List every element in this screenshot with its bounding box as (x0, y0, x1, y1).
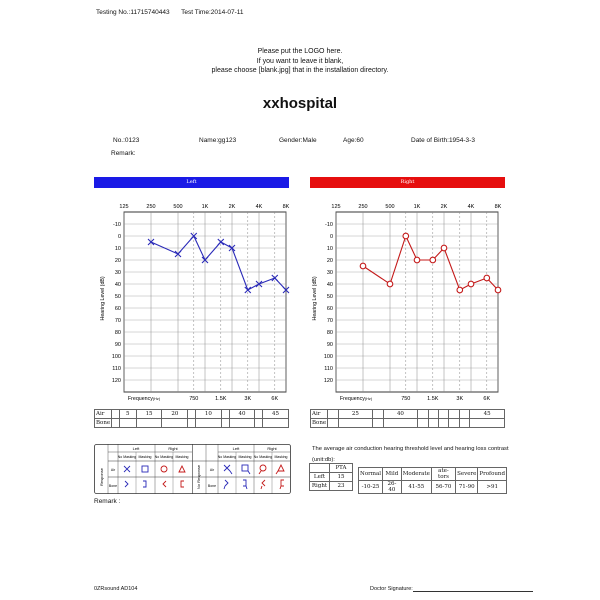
square-arrow-symbol-icon (242, 465, 250, 474)
patient-gender (279, 137, 317, 144)
threshold-unit: (unit:db): (312, 457, 335, 463)
category-cell: Profound (478, 468, 507, 481)
right-bone-cell (338, 419, 373, 428)
test-time-label: Test Time: (181, 9, 211, 16)
logo-placeholder (150, 47, 450, 76)
y-tick-label: 90 (326, 342, 333, 348)
x-symbol-icon (124, 466, 130, 472)
left-air-cell: 20 (162, 410, 188, 419)
bottom-tick-label: 750 (189, 396, 199, 402)
patient-name-value: gg123 (218, 137, 237, 144)
pta-row-label: Left (310, 473, 330, 482)
patient-gender-value: Male (302, 137, 317, 144)
right-bone-cell (428, 419, 438, 428)
top-tick-label: 250 (146, 204, 156, 210)
patient-age-label: Age: (343, 137, 357, 144)
left-bone-cell (119, 419, 136, 428)
right-air-cell (418, 410, 428, 419)
legend-left-2: Left (232, 446, 240, 451)
legend-air: Air (110, 468, 116, 472)
left-air-cell: 10 (196, 410, 222, 419)
logo-note-line2: If you want to leave it blank, (256, 57, 344, 65)
y-tick-label: 110 (324, 366, 333, 372)
patient-no (113, 137, 139, 144)
range-cell: 71-90 (456, 481, 478, 494)
test-time: 2014-07-11 (210, 9, 244, 16)
right-audiogram (306, 196, 506, 406)
top-tick-label: 4K (467, 204, 475, 210)
top-tick-label: 8K (282, 204, 290, 210)
legend-no-masking: No Masking (117, 455, 137, 459)
range-cell: 41-55 (401, 481, 431, 494)
y-tick-label: 100 (111, 354, 121, 360)
bottom-tick-label: 1.5K (215, 396, 227, 402)
left-air-cell: 5 (119, 410, 136, 419)
right-air-cell (449, 410, 459, 419)
legend-response: Response (99, 467, 104, 487)
left-bone-cell (188, 419, 196, 428)
legend-bone: Bone (108, 484, 118, 488)
pta-corner (310, 464, 330, 473)
left-bone-cell (162, 419, 188, 428)
y-tick-label: 90 (114, 342, 121, 348)
top-tick-label: 2K (440, 204, 448, 210)
signature-line[interactable] (413, 586, 533, 592)
right-bone-cell (459, 419, 469, 428)
top-tick-label: 4K (255, 204, 263, 210)
top-tick-label: 250 (358, 204, 368, 210)
range-row (359, 481, 507, 494)
right-air-cell: 25 (338, 410, 373, 419)
patient-age (343, 137, 364, 144)
left-bone-cell (263, 419, 289, 428)
y-tick-label: 30 (114, 270, 121, 276)
category-cell: Severe (456, 468, 478, 481)
y-tick-label: -10 (325, 222, 333, 228)
data-point-circle (403, 233, 409, 239)
category-cell: ate-tors (431, 468, 455, 481)
series-line (363, 236, 498, 290)
data-point-circle (430, 257, 436, 263)
y-tick-label: 40 (326, 282, 333, 288)
y-tick-label: 40 (114, 282, 121, 288)
patient-name (199, 137, 236, 144)
right-air-cell (439, 410, 449, 419)
pta-table (309, 463, 353, 491)
patient-dob-label: Date of Birth: (411, 137, 449, 144)
right-bone-row (311, 419, 505, 428)
patient-age-value: 60 (356, 137, 364, 144)
y-tick-label: -10 (113, 222, 121, 228)
y-axis-label: Hearing Level (dB) (312, 276, 318, 321)
data-point-circle (441, 245, 447, 251)
left-air-label: Air (95, 410, 112, 419)
y-tick-label: 80 (326, 330, 333, 336)
left-bone-cell (112, 419, 120, 428)
right-air-label: Air (311, 410, 328, 419)
patient-no-label: No.: (113, 137, 125, 144)
data-point-circle (360, 263, 366, 269)
bracket-square-arrow-right-icon (243, 480, 247, 489)
legend-no-masking: No Masking (253, 455, 273, 459)
left-audiogram (94, 196, 294, 406)
circle-symbol-icon (161, 466, 167, 472)
left-air-row (95, 410, 289, 419)
triangle-arrow-symbol-icon (276, 465, 284, 474)
left-bone-label: Bone (96, 420, 111, 426)
doctor-signature (370, 586, 533, 592)
pta-label: PTA (330, 464, 353, 473)
signature-label: Doctor Signature: (370, 586, 413, 592)
bracket-arrow-left-icon (261, 480, 265, 489)
y-tick-label: 120 (323, 378, 333, 384)
left-air-cell: 40 (229, 410, 255, 419)
left-bone-cell (255, 419, 263, 428)
top-tick-label: 2K (228, 204, 236, 210)
left-bone-cell (196, 419, 222, 428)
range-cell: 26-40 (383, 481, 402, 494)
remark-label: Remark: (111, 150, 136, 157)
legend-no-masking: No Masking (154, 455, 174, 459)
right-air-row (311, 410, 505, 419)
symbol-legend (94, 444, 291, 494)
data-point-circle (414, 257, 420, 263)
bracket-square-left-icon (181, 481, 184, 487)
left-bone-cell (229, 419, 255, 428)
right-air-cell: 40 (383, 410, 418, 419)
legend-right-1: Right (168, 446, 178, 451)
footer-code: 0ZRsound AD104 (94, 586, 138, 592)
left-bone-row (95, 419, 289, 428)
top-tick-label: 500 (173, 204, 183, 210)
y-tick-label: 20 (326, 258, 333, 264)
y-tick-label: 20 (114, 258, 121, 264)
y-tick-label: 60 (114, 306, 121, 312)
x-axis-label: Frequency(Hz) (339, 396, 373, 402)
right-air-cell (428, 410, 438, 419)
left-air-cell (188, 410, 196, 419)
left-air-cell: 45 (263, 410, 289, 419)
legend-no-response: No Response (196, 464, 201, 490)
right-bone-label: Bone (312, 420, 327, 426)
header-info (96, 9, 244, 16)
logo-note-line1: Please put the LOGO here. (257, 48, 343, 55)
y-axis-label: Hearing Level (dB) (100, 276, 106, 321)
bracket-square-right-icon (143, 481, 146, 487)
pta-row-left (310, 473, 353, 482)
y-tick-label: 100 (323, 354, 333, 360)
right-bone-cell (383, 419, 418, 428)
bracket-left-icon (163, 481, 166, 487)
patient-dob-value: 1954-3-3 (448, 137, 475, 144)
top-tick-label: 500 (385, 204, 395, 210)
legend-masking: Masking (238, 455, 252, 459)
legend-right-2: Right (267, 446, 277, 451)
y-tick-label: 50 (114, 294, 121, 300)
logo-note-line3: please choose [blank.jpg] that in the installation directory. (211, 67, 389, 74)
testing-no: 11715740443 (130, 9, 170, 16)
y-tick-label: 120 (111, 378, 121, 384)
right-bone-cell (418, 419, 428, 428)
pta-header-row (310, 464, 353, 473)
bottom-tick-label: 1.5K (427, 396, 439, 402)
circle-arrow-symbol-icon (259, 465, 266, 474)
patient-dob (411, 137, 475, 144)
right-air-cell (328, 410, 338, 419)
right-ear-bar: Right (310, 177, 505, 188)
category-cell: Normal (359, 468, 383, 481)
left-air-cell (221, 410, 229, 419)
range-cell: -10-25 (359, 481, 383, 494)
data-point-circle (468, 281, 474, 287)
bottom-tick-label: 3K (244, 396, 252, 402)
top-tick-label: 125 (331, 204, 341, 210)
category-row (359, 468, 507, 481)
pta-row-label: Right (310, 482, 330, 491)
bottom-tick-label: 6K (271, 396, 279, 402)
right-bone-cell (470, 419, 505, 428)
y-tick-label: 80 (114, 330, 121, 336)
threshold-title: The average air conduction hearing threshold level and hearing loss contrast (312, 446, 509, 452)
y-tick-label: 50 (326, 294, 333, 300)
data-point-circle (484, 275, 490, 281)
category-cell: Moderate (401, 468, 431, 481)
patient-name-label: Name: (199, 137, 219, 144)
patient-gender-label: Gender: (279, 137, 303, 144)
right-air-cell (373, 410, 383, 419)
legend-no-masking: No Masking (217, 455, 237, 459)
left-threshold-table (94, 409, 289, 428)
pta-row-value: 23 (330, 482, 353, 491)
data-point-circle (457, 287, 463, 293)
right-bone-cell (449, 419, 459, 428)
data-point-circle (387, 281, 393, 287)
legend-air: Air (209, 468, 215, 472)
right-bone-cell (328, 419, 338, 428)
y-tick-label: 70 (114, 318, 121, 324)
y-tick-label: 10 (326, 246, 333, 252)
right-air-cell: 45 (470, 410, 505, 419)
right-air-cell (459, 410, 469, 419)
category-cell: Mild (383, 468, 402, 481)
y-tick-label: 60 (326, 306, 333, 312)
bottom-tick-label: 750 (401, 396, 411, 402)
pta-row-value: 15 (330, 473, 353, 482)
legend-bone: Bone (207, 484, 217, 488)
legend-masking: Masking (175, 455, 189, 459)
remark2-label: Remark : (94, 498, 121, 505)
bracket-arrow-right-icon (224, 480, 228, 489)
top-tick-label: 1K (413, 204, 421, 210)
bottom-tick-label: 3K (456, 396, 464, 402)
data-point-circle (495, 287, 501, 293)
hearing-loss-contrast-table (358, 467, 507, 494)
bracket-square-arrow-left-icon (280, 480, 284, 489)
patient-no-value: 0123 (124, 137, 140, 144)
bottom-tick-label: 6K (483, 396, 491, 402)
hospital-name: xxhospital (262, 95, 338, 112)
y-tick-label: 0 (117, 234, 121, 240)
top-tick-label: 1K (201, 204, 209, 210)
left-air-cell (112, 410, 120, 419)
right-threshold-table (310, 409, 505, 428)
testing-no-label: Testing No.: (96, 9, 131, 16)
y-tick-label: 10 (114, 246, 121, 252)
y-tick-label: 0 (329, 234, 333, 240)
pta-row-right (310, 482, 353, 491)
triangle-symbol-icon (179, 466, 185, 472)
square-symbol-icon (142, 466, 148, 472)
left-air-cell (255, 410, 263, 419)
x-arrow-symbol-icon (224, 465, 232, 474)
left-bone-cell (136, 419, 162, 428)
x-axis-label: Frequency(Hz) (127, 396, 161, 402)
y-tick-label: 30 (326, 270, 333, 276)
legend-left-1: Left (132, 446, 140, 451)
bracket-right-icon (125, 481, 128, 487)
top-tick-label: 8K (494, 204, 502, 210)
y-tick-label: 70 (326, 318, 333, 324)
range-cell: >91 (478, 481, 507, 494)
left-air-cell: 15 (136, 410, 162, 419)
range-cell: 56-70 (431, 481, 455, 494)
right-bone-cell (439, 419, 449, 428)
y-tick-label: 110 (112, 366, 121, 372)
legend-masking: Masking (138, 455, 152, 459)
left-bone-cell (221, 419, 229, 428)
top-tick-label: 125 (119, 204, 129, 210)
legend-masking: Masking (274, 455, 288, 459)
left-ear-bar: Left (94, 177, 289, 188)
right-bone-cell (373, 419, 383, 428)
